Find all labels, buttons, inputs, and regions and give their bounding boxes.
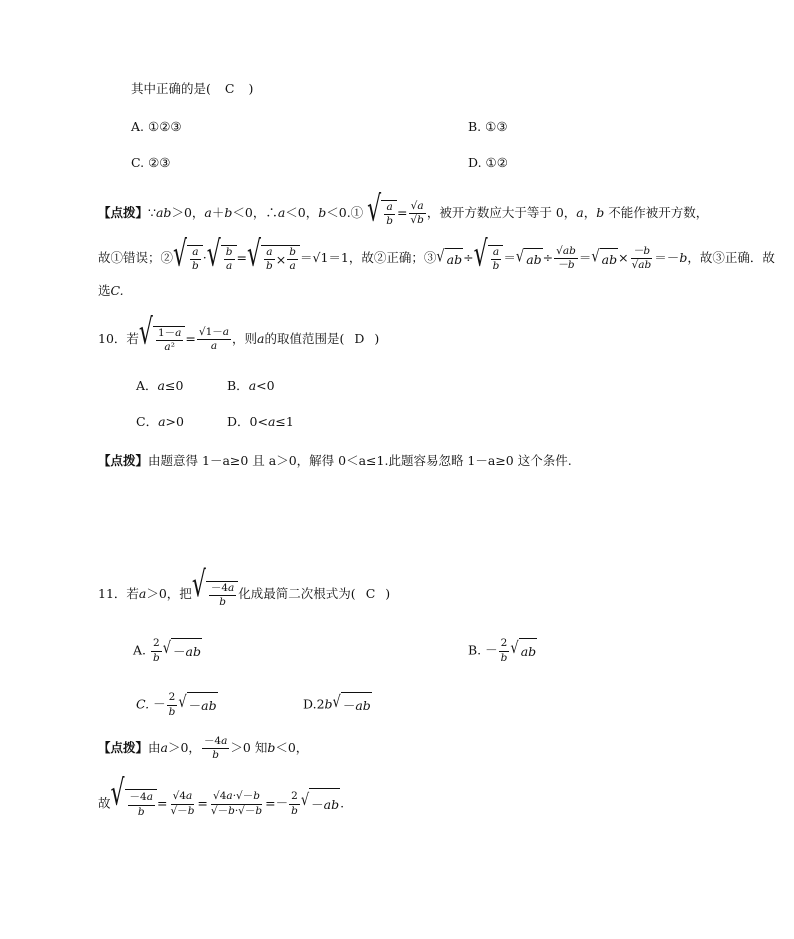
- q11-stem: 11．若a＞0，把 √ $\frac{-4a}{b}$ 化成最简二次根式为( C ): [98, 565, 391, 608]
- q10-option-d[interactable]: D．0<a≤1: [227, 414, 294, 429]
- hint-label: 【点拨】: [98, 740, 149, 755]
- q9-stem: 其中正确的是( C ): [131, 81, 254, 96]
- q10-option-a[interactable]: A．a≤0: [136, 378, 184, 393]
- q10-answer: D: [354, 331, 365, 347]
- q9-hint-line2: 故①错误；② √ $\frac{a}{b}$ · √ $\frac{b}{a}$ = √ $\frac{a}{b}$ × $\frac{b}{a}$ ＝√1＝1，故②正确；③ √ ab ÷ √ $\frac{a}{b}$ ＝ √ ab ÷ $\frac{√ab}{-b}$ ＝ √ ab × $\frac{-b}{√ab}$ ＝－b，故③正确．故: [98, 235, 775, 276]
- math-expression: √ $\frac{-4a}{b}$: [192, 581, 238, 609]
- q9-option-a[interactable]: A. ①②③: [131, 119, 182, 134]
- q10-hint: 【点拨】由题意得 1－a≥0 且 a＞0，解得 0＜a≤1.此题容易忽略 1－a≥0 这个条件.: [98, 453, 572, 468]
- q9-option-c[interactable]: C. ②③: [131, 155, 171, 170]
- q9-option-b[interactable]: B. ①③: [468, 119, 508, 134]
- q11-option-a[interactable]: A. $\frac{2}{b}$ √ － ab: [133, 637, 202, 664]
- q9-option-d[interactable]: D. ①②: [468, 155, 508, 170]
- q11-hint-line1: 【点拨】由a＞0， $\frac{-4a}{b}$ ＞0 知b＜0，: [98, 734, 309, 761]
- math-expression: $\frac{√a}{√b}$: [410, 200, 424, 227]
- q9-hint-line3: 选C.: [98, 283, 124, 298]
- q11-option-b[interactable]: B. － $\frac{2}{b}$ √ ab: [468, 637, 537, 664]
- hint-label: 【点拨】: [98, 453, 149, 468]
- hint-label: 【点拨】: [98, 205, 149, 221]
- math-expression: √ $\frac{a}{b}$: [367, 200, 397, 227]
- q10-option-c[interactable]: C．a>0: [136, 414, 184, 429]
- q11-answer: C: [365, 586, 376, 601]
- q10-stem: 10．若 √ $\frac{1-a}{\text{a²}}$ = $\frac{√1-a}{a}$ ，则a的取值范围是( D ): [98, 313, 380, 354]
- q10-option-b[interactable]: B．a<0: [227, 378, 275, 393]
- q9-answer: C: [224, 81, 235, 96]
- math-expression: $\frac{√1-a}{a}$: [198, 326, 230, 353]
- q11-hint-line2: 故 √ $\frac{-4a}{b}$ = $\frac{√4a}{√-b}$ = $\frac{√4a\cdot√-b}{√-b\cdot√-b}$ =－ $\frac{2}{b}$ √ － ab .: [98, 788, 344, 820]
- q11-option-c[interactable]: C. － $\frac{2}{b}$ √ － ab: [136, 691, 217, 718]
- q11-option-d[interactable]: D.2b √ － ab: [303, 692, 372, 718]
- math-expression: √ $\frac{1-a}{\text{a²}}$: [139, 326, 185, 353]
- q9-hint-line1: 【点拨】∵ab＞0，a＋b＜0，∴a＜0，b＜0.① √ $\frac{a}{b}$ = $\frac{√a}{√b}$ ，被开方数应大于等于 0，a，b 不能作被开方数，: [98, 190, 709, 231]
